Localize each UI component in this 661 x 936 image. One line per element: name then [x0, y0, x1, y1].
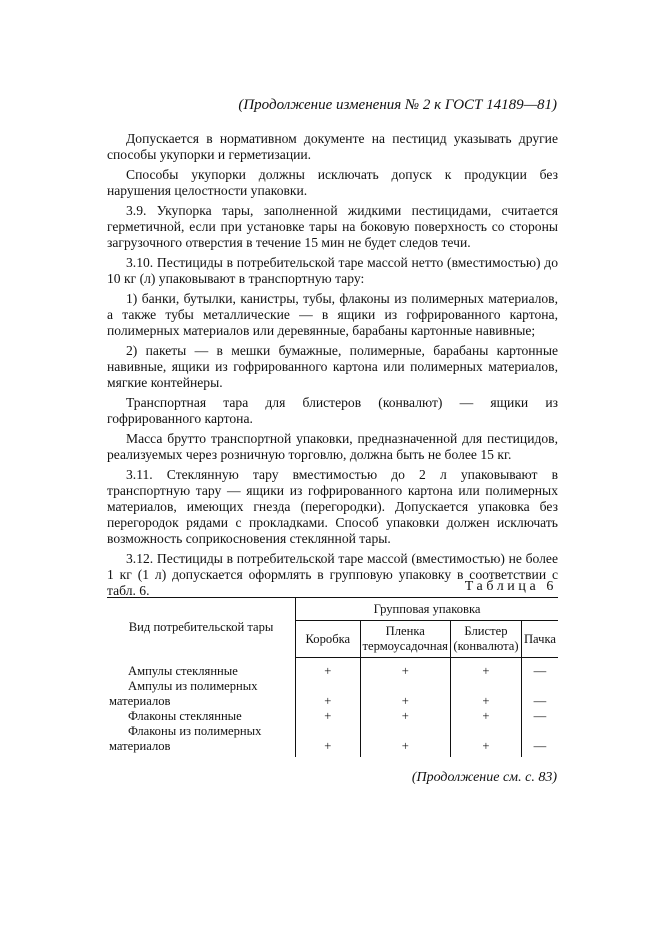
table-row — [107, 679, 558, 709]
paragraph-3-9: 3.9. Укупорка тары, заполненной жидкими пестицидами, считается герметичной, если при установке тары на боковую поверхность со стороны загрузочного отверстия в течение 15 мин не будет следов течи. — [107, 203, 558, 250]
column-header-pack: Пачка — [521, 621, 558, 658]
cell-blister: + — [450, 724, 521, 757]
cell-shrink-film: + — [360, 724, 450, 757]
cell-box: + — [296, 724, 360, 757]
cell-blister: + — [450, 658, 521, 679]
table-row — [107, 658, 558, 679]
paragraph-3-10: 3.10. Пестициды в потребительской таре массой нетто (вместимостью) до 10 кг (л) упаковывают в транспортную тару: — [107, 255, 558, 286]
cell-pack: — — [533, 663, 547, 678]
cell-pack: — — [533, 738, 547, 753]
column-header-shrink-film: Пленка термоусадочная — [360, 621, 450, 658]
cell-box: + — [296, 679, 360, 709]
paragraph: Транспортная тара для блистеров (конвалют) — ящики из гофрированного картона. — [107, 395, 558, 426]
column-header-box: Коробка — [296, 621, 360, 658]
cell-blister: + — [450, 709, 521, 724]
row-name: Ампулы стеклянные — [107, 658, 296, 679]
continuation-header: (Продолжение изменения № 2 к ГОСТ 14189—81) — [238, 97, 557, 113]
row-name: Ампулы из полимерных материалов — [107, 679, 296, 709]
list-item-1: 1) банки, бутылки, канистры, тубы, флаконы из полимерных материалов, а также тубы металлические — в ящики из гофрированного картона, полимерных материалов или деревянные, барабаны картонные навивные; — [107, 291, 558, 338]
cell-pack: — — [533, 693, 547, 708]
table-row — [107, 709, 558, 724]
table-caption: Таблица 6 — [464, 579, 557, 594]
cell-blister: + — [450, 679, 521, 709]
document-body — [107, 131, 558, 603]
header-group-packaging: Групповая упаковка — [296, 598, 558, 621]
paragraph-3-11: 3.11. Стеклянную тару вместимостью до 2 л упаковывают в транспортную тару — ящики из гофрированного картона или полимерных материалов, имеющих гнезда (перегородки). Допускается упаковка без перегородок рядами с прокладками. Способ упаковки должен исключать возможность соприкосновения стеклянной тары. — [107, 467, 558, 546]
cell-pack: — — [533, 708, 547, 723]
list-item-2: 2) пакеты — в мешки бумажные, полимерные, барабаны картонные навивные, ящики из гофрированного картона или полимерных материалов, мягкие контейнеры. — [107, 343, 558, 390]
cell-shrink-film: + — [360, 709, 450, 724]
row-name: Флаконы из полимерных материалов — [107, 724, 296, 757]
column-header-blister: Блистер (конвалюта) — [450, 621, 521, 658]
continuation-footer: (Продолжение см. с. 83) — [411, 770, 557, 785]
cell-box: + — [296, 658, 360, 679]
header-container-type: Вид потребительской тары — [107, 598, 296, 658]
cell-shrink-film: + — [360, 658, 450, 679]
row-name: Флаконы стеклянные — [107, 709, 296, 724]
paragraph: Способы укупорки должны исключать допуск к продукции без нарушения целостности упаковки. — [107, 167, 558, 198]
cell-shrink-film: + — [360, 679, 450, 709]
paragraph: Допускается в нормативном документе на пестицид указывать другие способы укупорки и герметизации. — [107, 131, 558, 162]
paragraph-3-12: 3.12. Пестициды в потребительской таре массой (вместимостью) не более 1 кг (1 л) допускается оформлять в групповую упаковку в соответствии с табл. 6. — [107, 551, 558, 598]
cell-box: + — [296, 709, 360, 724]
table-row — [107, 724, 558, 757]
packaging-table — [107, 597, 558, 757]
paragraph: Масса брутто транспортной упаковки, предназначенной для пестицидов, реализуемых через розничную торговлю, должна быть не более 15 кг. — [107, 431, 558, 462]
